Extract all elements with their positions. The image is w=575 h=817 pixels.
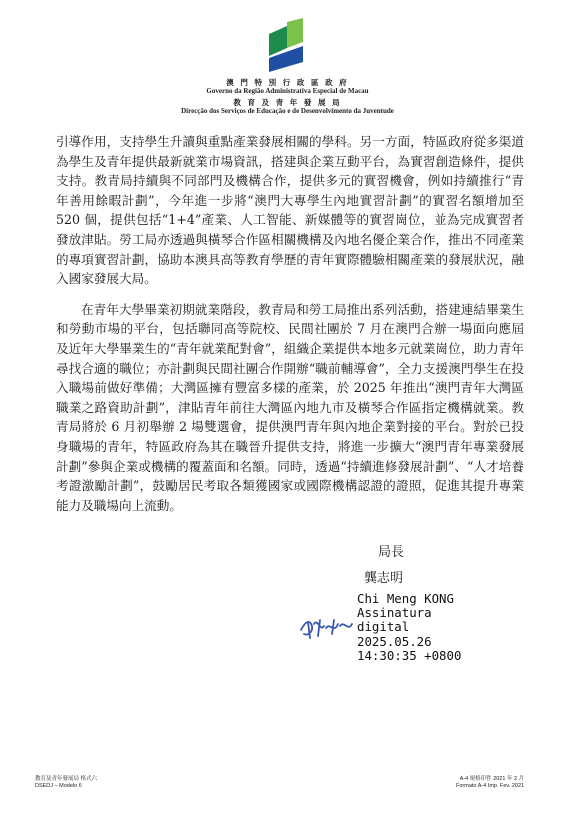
digital-signature-line: 14:30:35 +0800 (357, 647, 462, 663)
header-government-pt: Governo da Região Administrativa Especial de Macau (206, 87, 369, 95)
footer-form-zh: 教育及青年發展局 格式六 (35, 776, 98, 782)
logo-lightgreen-panel (287, 18, 303, 48)
digital-signature-line: digital (357, 619, 410, 635)
digital-signature-line: Chi Meng KONG (357, 591, 454, 606)
logo-green-panel (269, 26, 287, 56)
footer-format-pt: Formato A-4 Imp. Fev. 2021 (456, 783, 525, 789)
footer-right (456, 776, 524, 790)
digital-signature-line: 2025.05.26 (357, 633, 432, 649)
body-paragraph-1: 引導作用，支持學生升讀與重點產業發展相關的學科。另一方面，特區政府從多渠道為學生及青年提供最新就業市場資訊，搭建與企業互動平台，為實習創造條件，提供支持。教青局持續與不同部門及機構合作，提供多元的實習機會，例如持續推行“青年善用餘暇計劃”，今年進一步將“澳門大專學生內地實習計劃”的實習名額增加至 520 個，提供包括“1+4”產業、人工智能、新媒體等的實習崗位，並為完成實習者發放津貼。勞工局亦透過與橫琴合作區相關機構及內地名優企業合作，推出不同產業的專項實習計劃，協助本澳具高等教育學歷的青年實際體驗相關產業的發展狀況，融入國家發展大局。 (56, 134, 524, 287)
document-body (56, 132, 524, 526)
digital-signature-block (357, 592, 461, 663)
header-department-zh: 教 育 及 青 年 發 展 局 (233, 98, 342, 107)
footer-left (35, 776, 97, 790)
header-government-zh: 澳 門 特 別 行 政 區 政 府 (226, 78, 349, 87)
government-logo (263, 18, 309, 72)
signatory-title: 局長 (378, 545, 405, 560)
footer-form-pt: DSEDJ – Modelo 6 (35, 783, 82, 789)
body-paragraph-2: 在青年大學畢業初期就業階段，教青局和勞工局推出系列活動，搭建連結畢業生和勞動市場的平台，包括聯同高等院校、民間社團於 7 月在澳門合辦一場面向應屆及近年大學畢業生的“青年就業配對會”，組織企業提供本地多元就業崗位，助力青年尋找合適的職位；亦計劃與民間社團合作開辦“職前輔導會”，全力支援澳門學生在投入職場前做好準備；大灣區擁有豐富多樣的產業，於 2025 年推出“澳門青年大灣區職業之路資助計劃”，津貼青年前往大灣區內地九市及橫琴合作區指定機構就業。教青局將於 6 月初舉辦 2 場雙選會，提供澳門青年與內地企業對接的平台。對於已投身職場的青年，特區政府為其在職晉升提供支持，將進一步擴大“澳門青年專業發展計劃”參與企業或機構的覆蓋面和名額。同時，透過“持續進修發展計劃”、“人才培養考證激勵計劃”，鼓勵居民考取各類獲國家或國際機構認證的證照，促進其提升專業能力及職場向上流動。 (56, 301, 524, 513)
signatory-name: 龔志明 (364, 571, 404, 586)
footer-format-zh: A-4 規格印件 2021 年 2 月 (459, 776, 525, 782)
handwritten-signature (298, 612, 356, 642)
digital-signature-line: Assinatura (357, 605, 432, 621)
header-department-pt: Direcção dos Serviços de Educação e de Desenvolvimento da Juventude (181, 107, 394, 115)
